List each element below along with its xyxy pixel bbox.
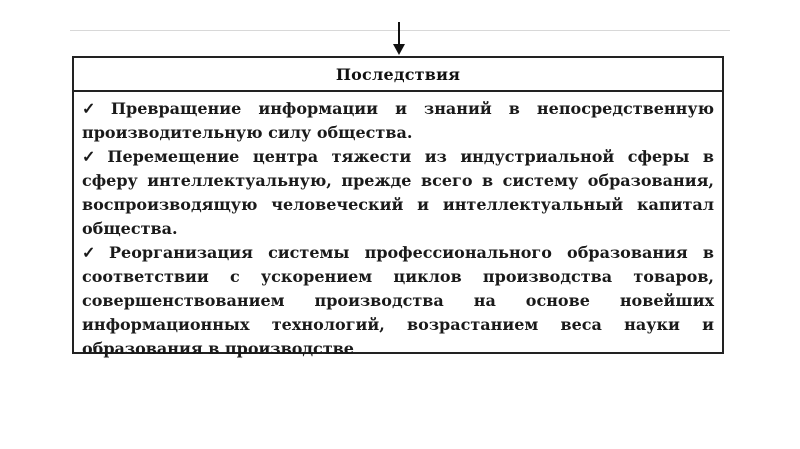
box-body xyxy=(74,92,722,361)
consequence-text-3: Реорганизация системы профессионального образования в соответствии с ускорением циклов производства товаров, совершенствованием производства на основе новейших информационных технологий, возрастанием веса науки и образования в производстве xyxy=(82,243,714,358)
consequence-item-1 xyxy=(82,97,714,145)
check-icon: ✓ xyxy=(82,243,105,262)
consequence-text-1: Превращение информации и знаний в непосредственную производительную силу общества. xyxy=(82,99,714,142)
consequence-text-2: Перемещение центра тяжести из индустриальной сферы в сферу интеллектуальную, прежде всего в систему образования, воспроизводящую человеческий и интеллектуальный капитал общества. xyxy=(82,147,715,238)
consequence-item-3 xyxy=(82,241,714,361)
consequences-box xyxy=(72,56,724,358)
box-header: Последствия xyxy=(74,58,722,92)
check-icon: ✓ xyxy=(82,147,104,166)
check-icon: ✓ xyxy=(82,99,107,118)
consequence-item-2 xyxy=(82,145,714,241)
down-arrow-icon xyxy=(389,22,409,56)
